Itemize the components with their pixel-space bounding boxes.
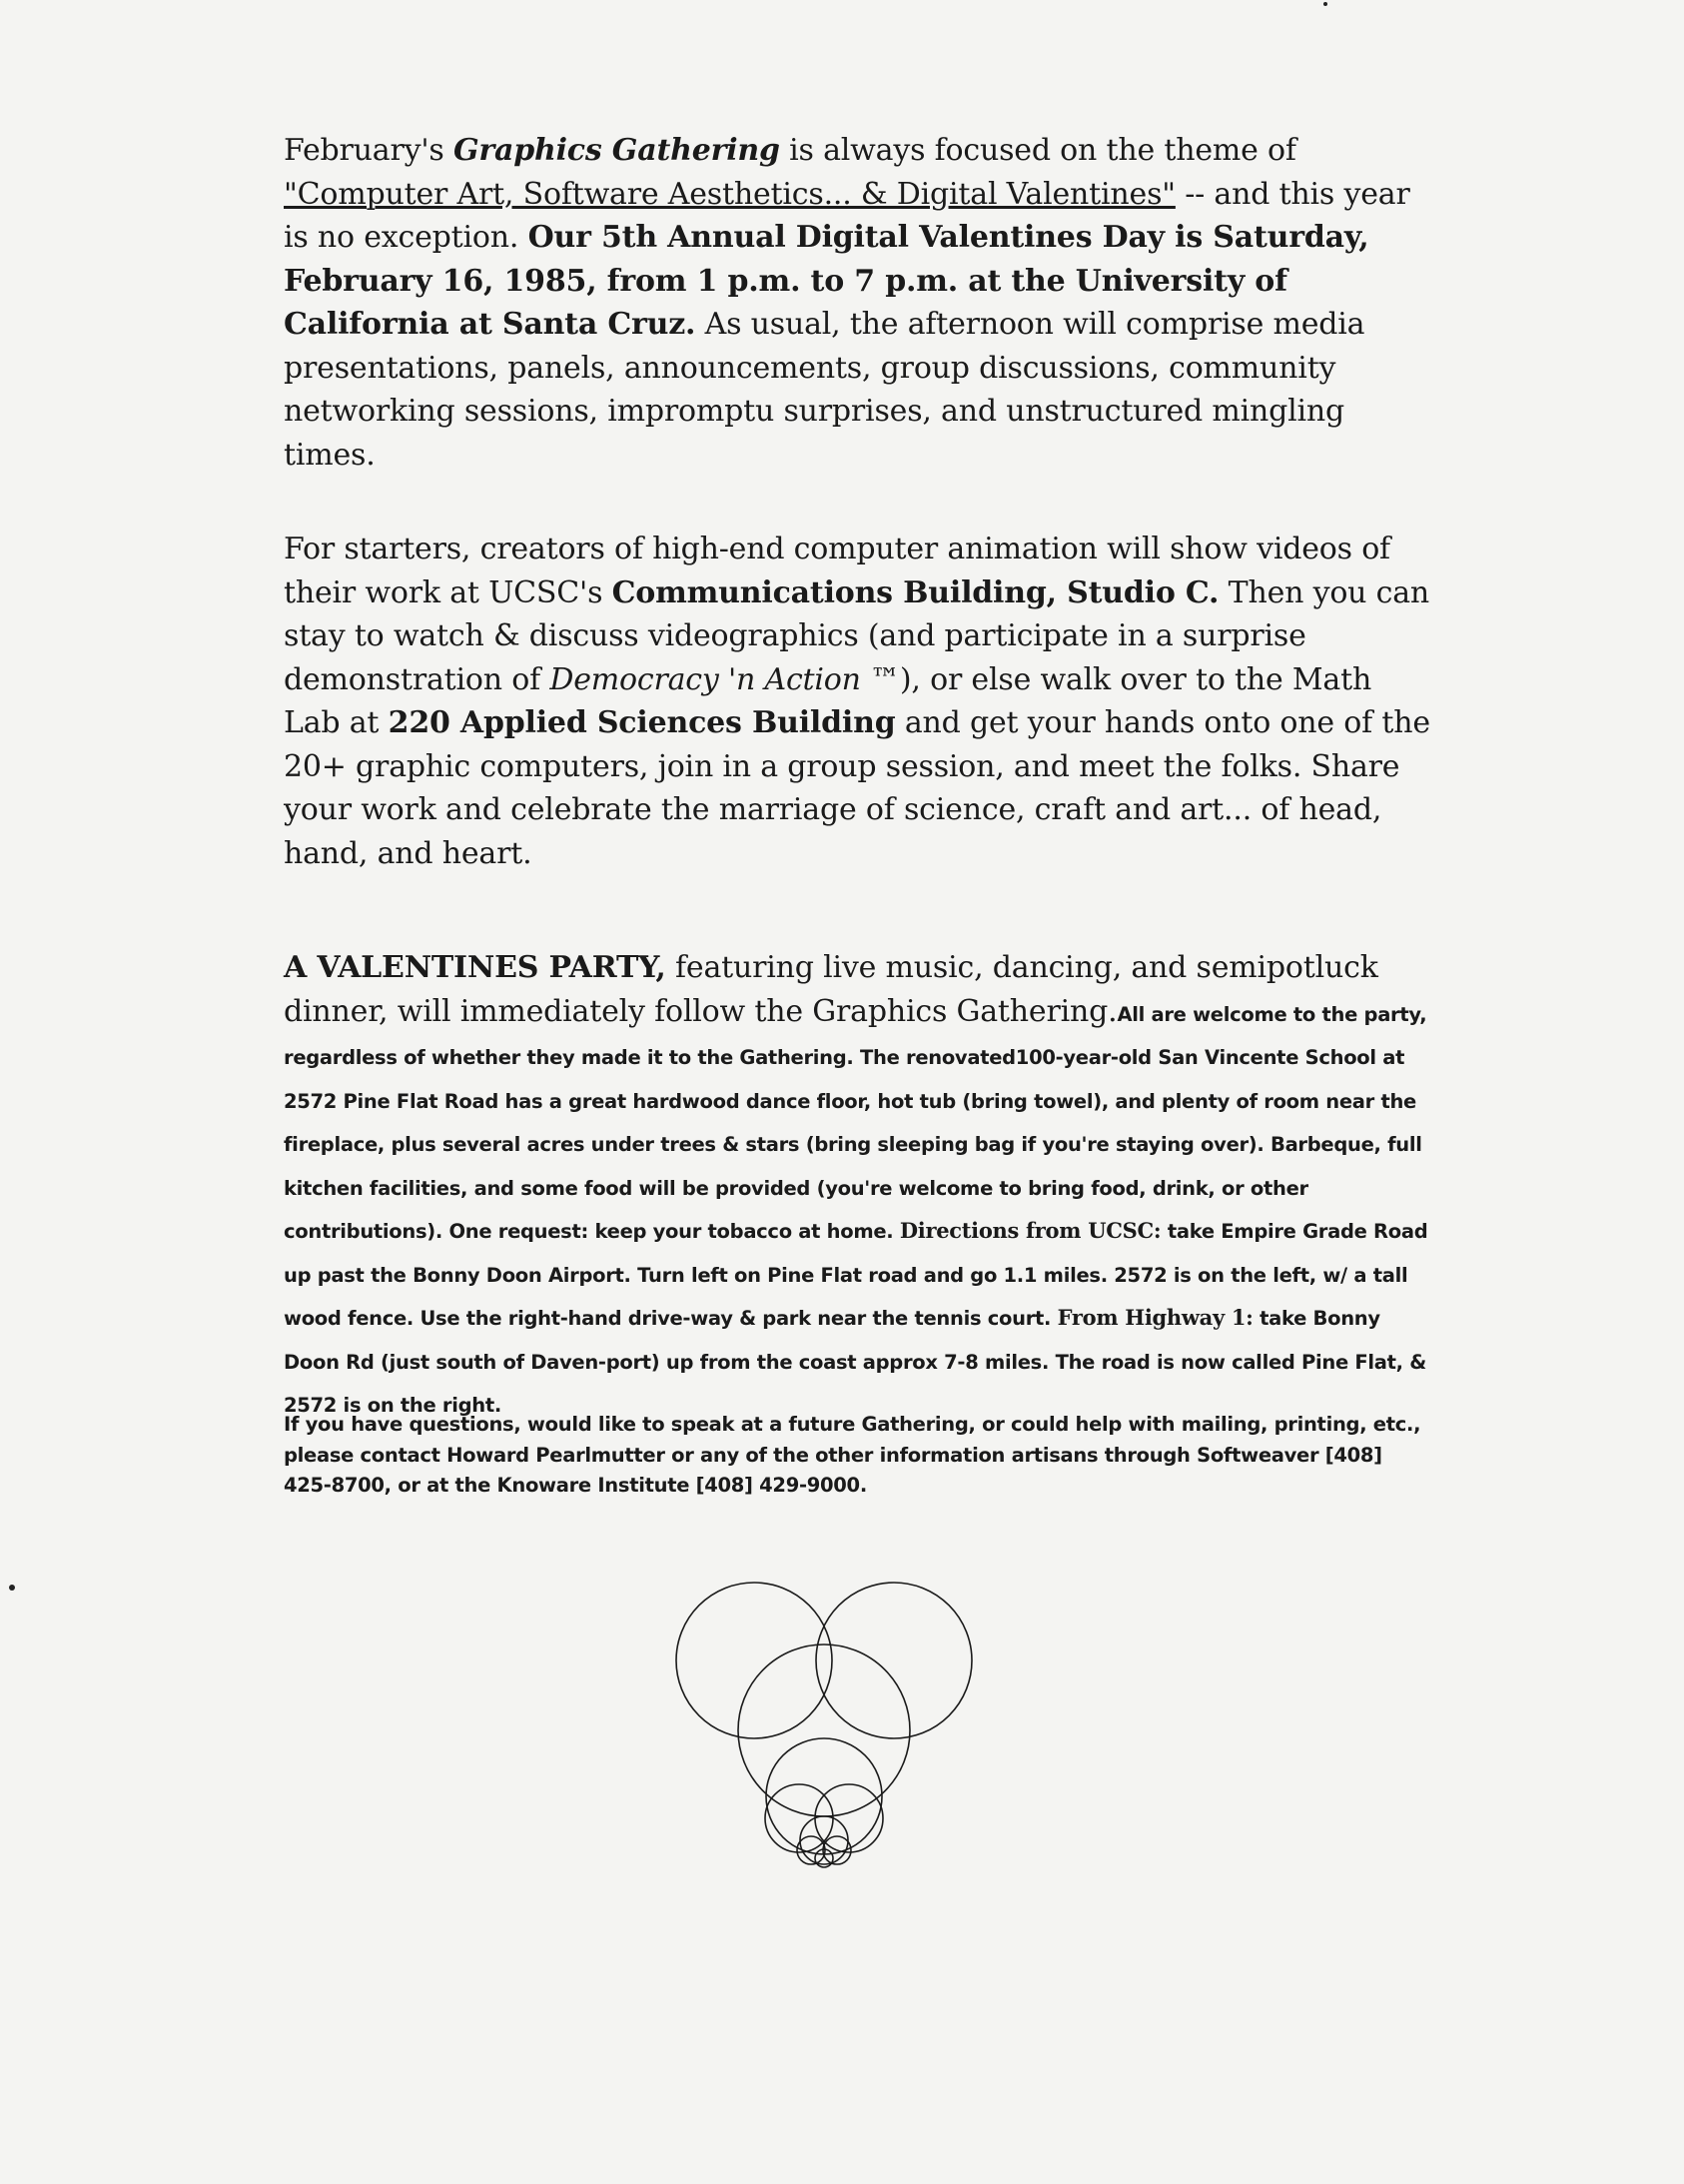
party-heading: A VALENTINES PARTY, bbox=[284, 950, 666, 985]
text-run: As usual, the afternoon will comprise media presentations, panels, announcements, group discussions, community networking sessions, impromptu surprises, and unstructured mingling times. bbox=[284, 307, 1365, 473]
event-date-location: Our 5th Annual Digital Valentines Day is Saturday, February 16, 1985, from 1 p.m. to 7 p.m. at the University of California at Santa Cruz. bbox=[284, 220, 1369, 342]
democracy-title: Democracy 'n Action bbox=[549, 661, 861, 697]
theme-title: "Computer Art, Software Aesthetics... & Digital Valentines" bbox=[284, 176, 1176, 212]
heart-circle bbox=[738, 1644, 910, 1816]
stray-dot bbox=[1323, 2, 1327, 6]
math-lab-location: 220 Applied Sciences Building bbox=[388, 705, 896, 740]
directions-highway-label: From Highway 1: bbox=[1057, 1305, 1254, 1330]
heart-of-circles-graphic bbox=[639, 1579, 1059, 1968]
intro-paragraph bbox=[284, 129, 1432, 477]
directions-ucsc-text: take Empire Grade Road up past the Bonny Doon Airport. Turn left on Pine Flat road and go 1.1 miles. 2572 is on the left, w/ a tall wood fence. Use the right-hand drive-way & park near the tennis court. bbox=[284, 1220, 1428, 1330]
contact-paragraph: If you have questions, would like to speak at a future Gathering, or could help with mailing, printing, etc., please contact Howard Pearlmutter or any of the other information artisans through Softweaver [408] 425-8700, or at the Knoware Institute [408] 429-9000. bbox=[284, 1413, 1421, 1497]
stray-dot bbox=[9, 1585, 15, 1591]
text-run: For starters, creators of high-end computer animation will show videos of their work at UCSC's bbox=[284, 532, 1390, 610]
text-run: -- and this year is no exception. bbox=[284, 176, 1410, 255]
text-run: and get your hands onto one of the 20+ graphic computers, join in a group session, and meet the folks. Share your work and celebrate the marriage of science, craft and art... of head, hand, and heart. bbox=[284, 705, 1430, 871]
text-run: is always focused on the theme of bbox=[779, 133, 1296, 168]
directions-ucsc-label: Directions from UCSC: bbox=[899, 1218, 1162, 1243]
heart-circle bbox=[816, 1583, 972, 1738]
heart-circle bbox=[676, 1583, 832, 1738]
party-details: All are welcome to the party, regardless of whether they made it to the Gathering. The renovated100-year-old San Vincente School at 2572 Pine Flat Road has a great hardwood dance floor, hot tub (bring towel), and plenty of room near the fireplace, plus several acres under trees & stars (bring sleeping bag if you're staying over). Barbeque, full kitchen facilities, and some food will be provided (you're welcome to bring food, drink, or other contributions). One request: keep your tobacco at home. bbox=[284, 1002, 1427, 1243]
party-paragraph bbox=[284, 946, 1432, 1425]
program-paragraph bbox=[284, 528, 1432, 875]
directions-highway-text: take Bonny Doon Rd (just south of Daven-port) up from the coast approx 7-8 miles. The road is now called Pine Flat, & 2572 is on the right. bbox=[284, 1307, 1426, 1417]
text-run: Then you can stay to watch & discuss videographics (and participate in a surprise demonstration of bbox=[284, 574, 1430, 697]
text-run: ™), or else walk over to the Math Lab at bbox=[284, 661, 1372, 740]
text-run: featuring live music, dancing, and semipotluck dinner, will immediately follow the Graphics Gathering. bbox=[284, 950, 1378, 1029]
text-run: February's bbox=[284, 133, 453, 168]
studio-location: Communications Building, Studio C. bbox=[611, 574, 1220, 610]
graphics-gathering-title: Graphics Gathering bbox=[452, 133, 780, 168]
